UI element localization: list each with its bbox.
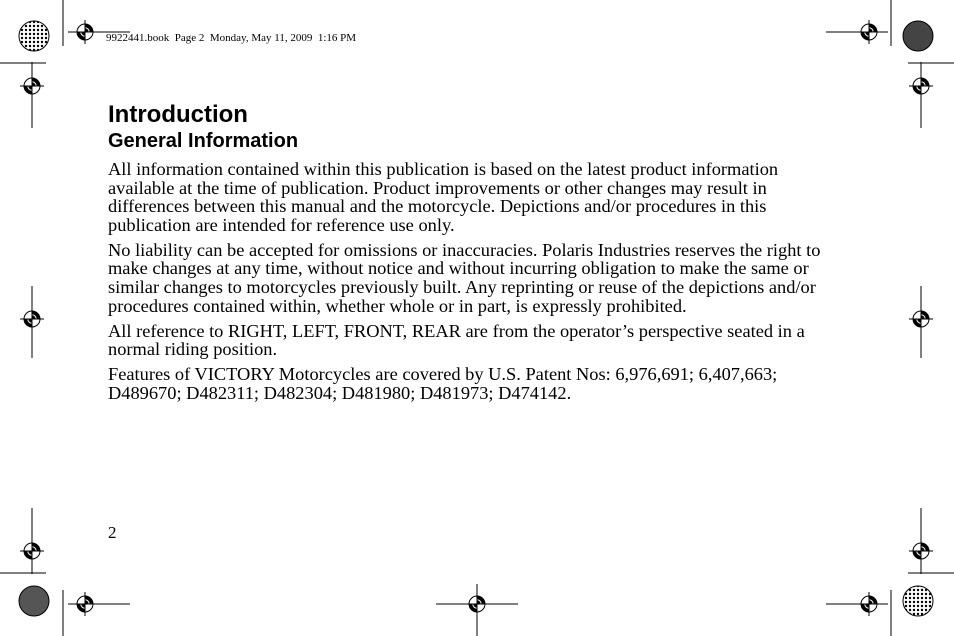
paragraph-orientation: All reference to RIGHT, LEFT, FRONT, REAR are from the operator’s perspective seated in a normal riding position.: [108, 320, 805, 360]
paragraph-liability: No liability can be accepted for omissions or inaccuracies. Polaris Industries reserves the right to make changes at any time, without notice and without incurring obligation to make the same or similar changes to motorcycles previously built. Any reprinting or reuse of the depictions and/or procedures contained within, whether whole or in part, is expressly prohibited.: [108, 239, 821, 316]
body-text: [108, 160, 830, 409]
page-number: 2: [108, 523, 117, 542]
header-stamp: 9922441.book Page 2 Monday, May 11, 2009 1:16 PM: [106, 32, 357, 44]
paragraph-patents: Features of VICTORY Motorcycles are covered by U.S. Patent Nos: 6,976,691; 6,407,663; D489670; D482311; D482304; D481980; D481973; D474142.: [108, 364, 778, 404]
page-title: Introduction: [108, 101, 248, 128]
section-title: General Information: [108, 130, 299, 152]
paragraph-general-info: All information contained within this publication is based on the latest product information available at the time of publication. Product improvements or other changes may result in differences between this manual and the motorcycle. Depictions and/or procedures in this publication are intended for reference use only.: [108, 159, 779, 235]
